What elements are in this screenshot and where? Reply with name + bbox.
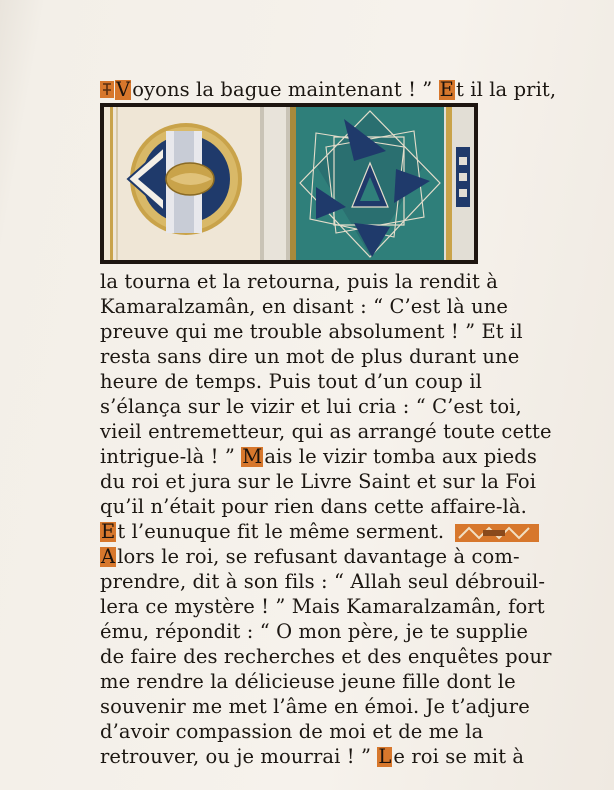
text-line-20: d’avoir compassion de moi et de me la [100, 720, 484, 743]
text-line-8: vieil entremetteur, qui as arrangé toute cette [100, 420, 552, 443]
text-fragment: retrouver, ou je mourrai ! ” [100, 745, 378, 768]
drop-letter-m: M [242, 445, 263, 468]
text-line-15: lera ce mystère ! ” Mais Kamaralzamân, fort [100, 595, 545, 618]
text-line-5: resta sans dire un mot de plus durant une [100, 345, 520, 368]
text-line-7: s’élança sur le vizir et lui cria : “ C’est toi, [100, 395, 522, 418]
text-fragment: ais le vizir tomba aux pieds [264, 445, 537, 468]
drop-letter-e: E [439, 78, 455, 101]
decorative-illustration [100, 103, 478, 264]
text-line-10: du roi et jura sur le Livre Saint et sur la Foi [100, 470, 537, 493]
text-line-3: Kamaralzamân, en disant : “ C’est là une [100, 295, 509, 318]
text-line-6: heure de temps. Puis tout d’un coup il [100, 370, 482, 393]
text-line-17: de faire des recherches et des enquêtes pour [100, 645, 552, 668]
text-fragment: t l’eunuque fit le même serment. [117, 520, 445, 543]
text-line-1 [100, 78, 557, 102]
drop-letter-l: L [378, 745, 392, 768]
text-line-9 [100, 445, 537, 469]
text-line-21 [100, 745, 525, 769]
text-line-12 [100, 520, 482, 544]
text-line-19: souvenir me met l’âme en émoi. Je t’adjure [100, 695, 530, 718]
text-line-13 [100, 545, 520, 569]
drop-letter-a: A [101, 545, 116, 568]
text-fragment: e roi se mit à [393, 745, 525, 768]
text-line-16: ému, répondit : “ O mon père, je te supplie [100, 620, 528, 643]
text-line-18: me rendre la délicieuse jeune fille dont le [100, 670, 516, 693]
text-fragment: intrigue-là ! ” [100, 445, 242, 468]
text-fragment: oyons la bague maintenant ! ” [132, 78, 439, 101]
text-line-14: prendre, dit à son fils : “ Allah seul débrouil- [100, 570, 546, 593]
ornament-mark-icon [100, 80, 114, 97]
text-line-11: qu’il n’était pour rien dans cette affaire-là. [100, 495, 527, 518]
text-line-2: la tourna et la retourna, puis la rendit à [100, 270, 498, 293]
drop-letter-v: V [116, 78, 131, 101]
text-fragment: lors le roi, se refusant davantage à com- [117, 545, 520, 568]
drop-letter-e: E [101, 520, 116, 543]
text-line-4: preuve qui me trouble absolument ! ” Et il [100, 320, 523, 343]
text-fragment: t il la prit, [456, 78, 557, 101]
